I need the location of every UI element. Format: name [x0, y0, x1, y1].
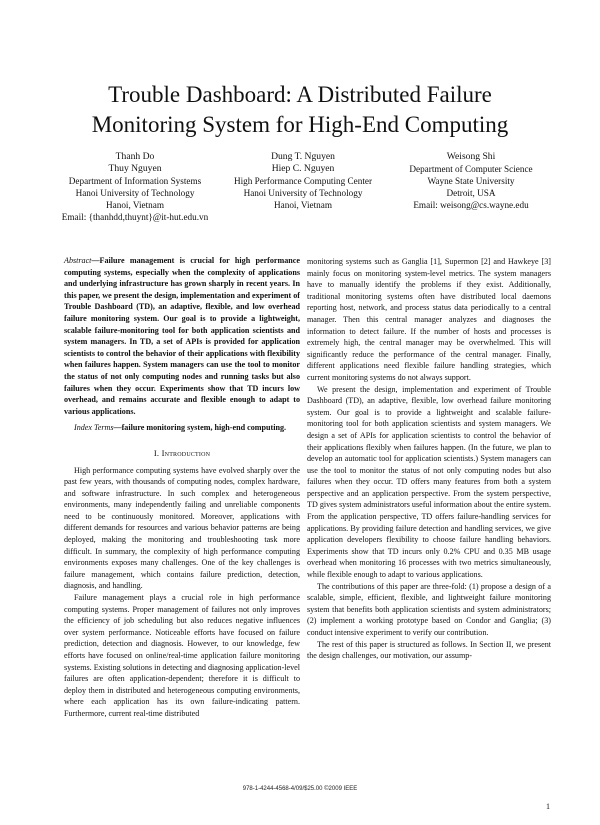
author-block [40, 151, 560, 231]
abstract-text: —Failure management is crucial for high performance computing systems, especially when the complexity of applications and underlying infrastructure has grown sharply in recent years. In this paper, we present the design, implementation and experiment of Trouble Dashboard (TD), an adaptive, flexible, and low overhead failure monitoring system. Our goal is to provide a lightweight, scalable failure-monitoring tool for both application scientists and system managers. In TD, a set of APIs is provided for application scientists to control the behavior of their applications with flexibility when failures happen. System managers can use the tool to monitor the status of not only computing nodes and running tasks but also failures when they occur. Experiments show that TD incurs low overhead, and remains accurate and flexible enough to adapt to various applications. [64, 256, 300, 416]
index-terms-label: Index Terms [74, 423, 114, 433]
author-department: High Performance Computing Center [233, 176, 373, 186]
author-email: Email: {thanhdd,thuynt}@it-hut.edu.vn [61, 212, 209, 222]
author-group-2 [218, 151, 388, 211]
author-name: Thanh Do [115, 151, 155, 162]
author-name: Weisong Shi [446, 151, 496, 162]
paragraph: We present the design, implementation and experiment of Trouble Dashboard (TD), an adaptive, flexible, low overhead failure monitoring system. Our goal is to provide a lightweight and scalable failure-monitoring tool for both application scientists and system managers. We design a set of APIs for application scientists to control the behavior of their applications flexibly when failures happen. (In the future, we plan to develop an automatic tool for application scientists.) System managers can use the tool to monitor the status of not only computing nodes but also failures when they occur. TD offers many features from both a system perspective and an application perspective. From the system perspective, TD gives system administrators useful information about the entire system. From the application perspective, TD offers failure-handling services for applications. By providing failure detection and handling services, we give application developers flexibility to choose failure handling behaviors. Experiments show that TD incurs only 0.2% CPU and 0.35 MB usage overhead when monitoring 16 processes with two metrics simultaneously, while flexible enough to adapt to various applications. [307, 384, 551, 580]
author-institution: Hanoi University of Technology [75, 188, 195, 198]
paragraph: Failure management plays a crucial role in high performance computing systems. Proper management of failures not only improves the efficiency of job scheduling but also reduces negative influences over system performance. Noticeable efforts have focused on failure prediction, detection and diagnosis. However, to our knowledge, few efforts have focused on online/real-time application failure monitoring systems. Existing solutions in detecting and diagnosing application-level failures are often application-dependent; therefore it is difficult to deploy them in distributed and heterogeneous computing environments, where each application has its own failure-indicating pattern. Furthermore, current real-time distributed [64, 593, 300, 718]
author-email: Email: weisong@cs.wayne.edu [413, 200, 529, 210]
author-department: Department of Information Systems [68, 176, 202, 186]
paragraph: High performance computing systems have evolved sharply over the past few years, with thousands of computing nodes, complex hardware, and software infrastructure. In such complex and heterogeneous environments, many independently failing and unreliable components need to be continuously monitored. Moreover, applications with different demands for resources and various behavior patterns are being deployed, making the monitoring and troubleshooting task more difficult. In summary, the complexity of high performance computing environments exposes many challenges. One of the key challenges is failure management, which contains failure prediction, detection, diagnosis, and handling. [64, 465, 300, 591]
author-institution: Wayne State University [427, 176, 515, 186]
author-name: Dung T. Nguyen [271, 151, 335, 162]
right-column [307, 256, 551, 662]
paragraph: The contributions of this paper are three-fold: (1) propose a design of a scalable, simple, efficient, flexible, and lightweight failure monitoring system that benefits both application scientists and system administrators; (2) implement a working prototype based on Condor and Ganglia; (3) conduct intensive experiment to verify our contribution. [307, 581, 551, 637]
abstract-label: Abstract [64, 256, 92, 265]
author-name: Hiep C. Nguyen [271, 163, 335, 174]
author-name: Thuy Nguyen [108, 163, 162, 174]
author-institution: Hanoi University of Technology [243, 188, 363, 198]
author-group-3 [386, 151, 556, 211]
section-title: Introduction [161, 447, 211, 458]
abstract [64, 255, 300, 417]
paragraph: The rest of this paper is structured as follows. In Section II, we present the design challenges, our motivation, our assump- [307, 639, 551, 661]
paper-title [60, 80, 540, 140]
author-group-1 [50, 151, 220, 223]
author-location: Hanoi, Vietnam [274, 200, 332, 210]
left-column [64, 255, 300, 720]
section-heading-introduction [64, 448, 300, 460]
title-line-2: Monitoring System for High-End Computing [91, 112, 509, 137]
index-terms-text: —failure monitoring system, high-end computing. [113, 423, 287, 433]
author-department: Department of Computer Science [409, 164, 533, 174]
author-location: Hanoi, Vietnam [106, 200, 164, 210]
author-location: Detroit, USA [446, 188, 496, 198]
title-line-1: Trouble Dashboard: A Distributed Failure [108, 82, 492, 107]
index-terms [64, 422, 300, 434]
paragraph: monitoring systems such as Ganglia [1], Supermon [2] and Hawkeye [3] mainly focus on monitoring system-level metrics. The system managers have to manually identify the problems if they exist. Additionally, traditional monitoring systems often have distributed local daemons reporting host, network, and process status data periodically to a central manager. Then this central manager analyzes and diagnoses the information to detect failure. If the number of hosts and processes is extremely high, the central manager may be overwhelmed. This will significantly reduce the performance of the central manager. Finally, different applications need flexible failure handling strategies, which current monitoring systems do not always support. [307, 257, 551, 382]
page-number: 1 [546, 802, 550, 811]
section-number: I. [153, 447, 160, 458]
copyright-footer: 978-1-4244-4568-4/09/$25.00 ©2009 IEEE [242, 786, 358, 792]
